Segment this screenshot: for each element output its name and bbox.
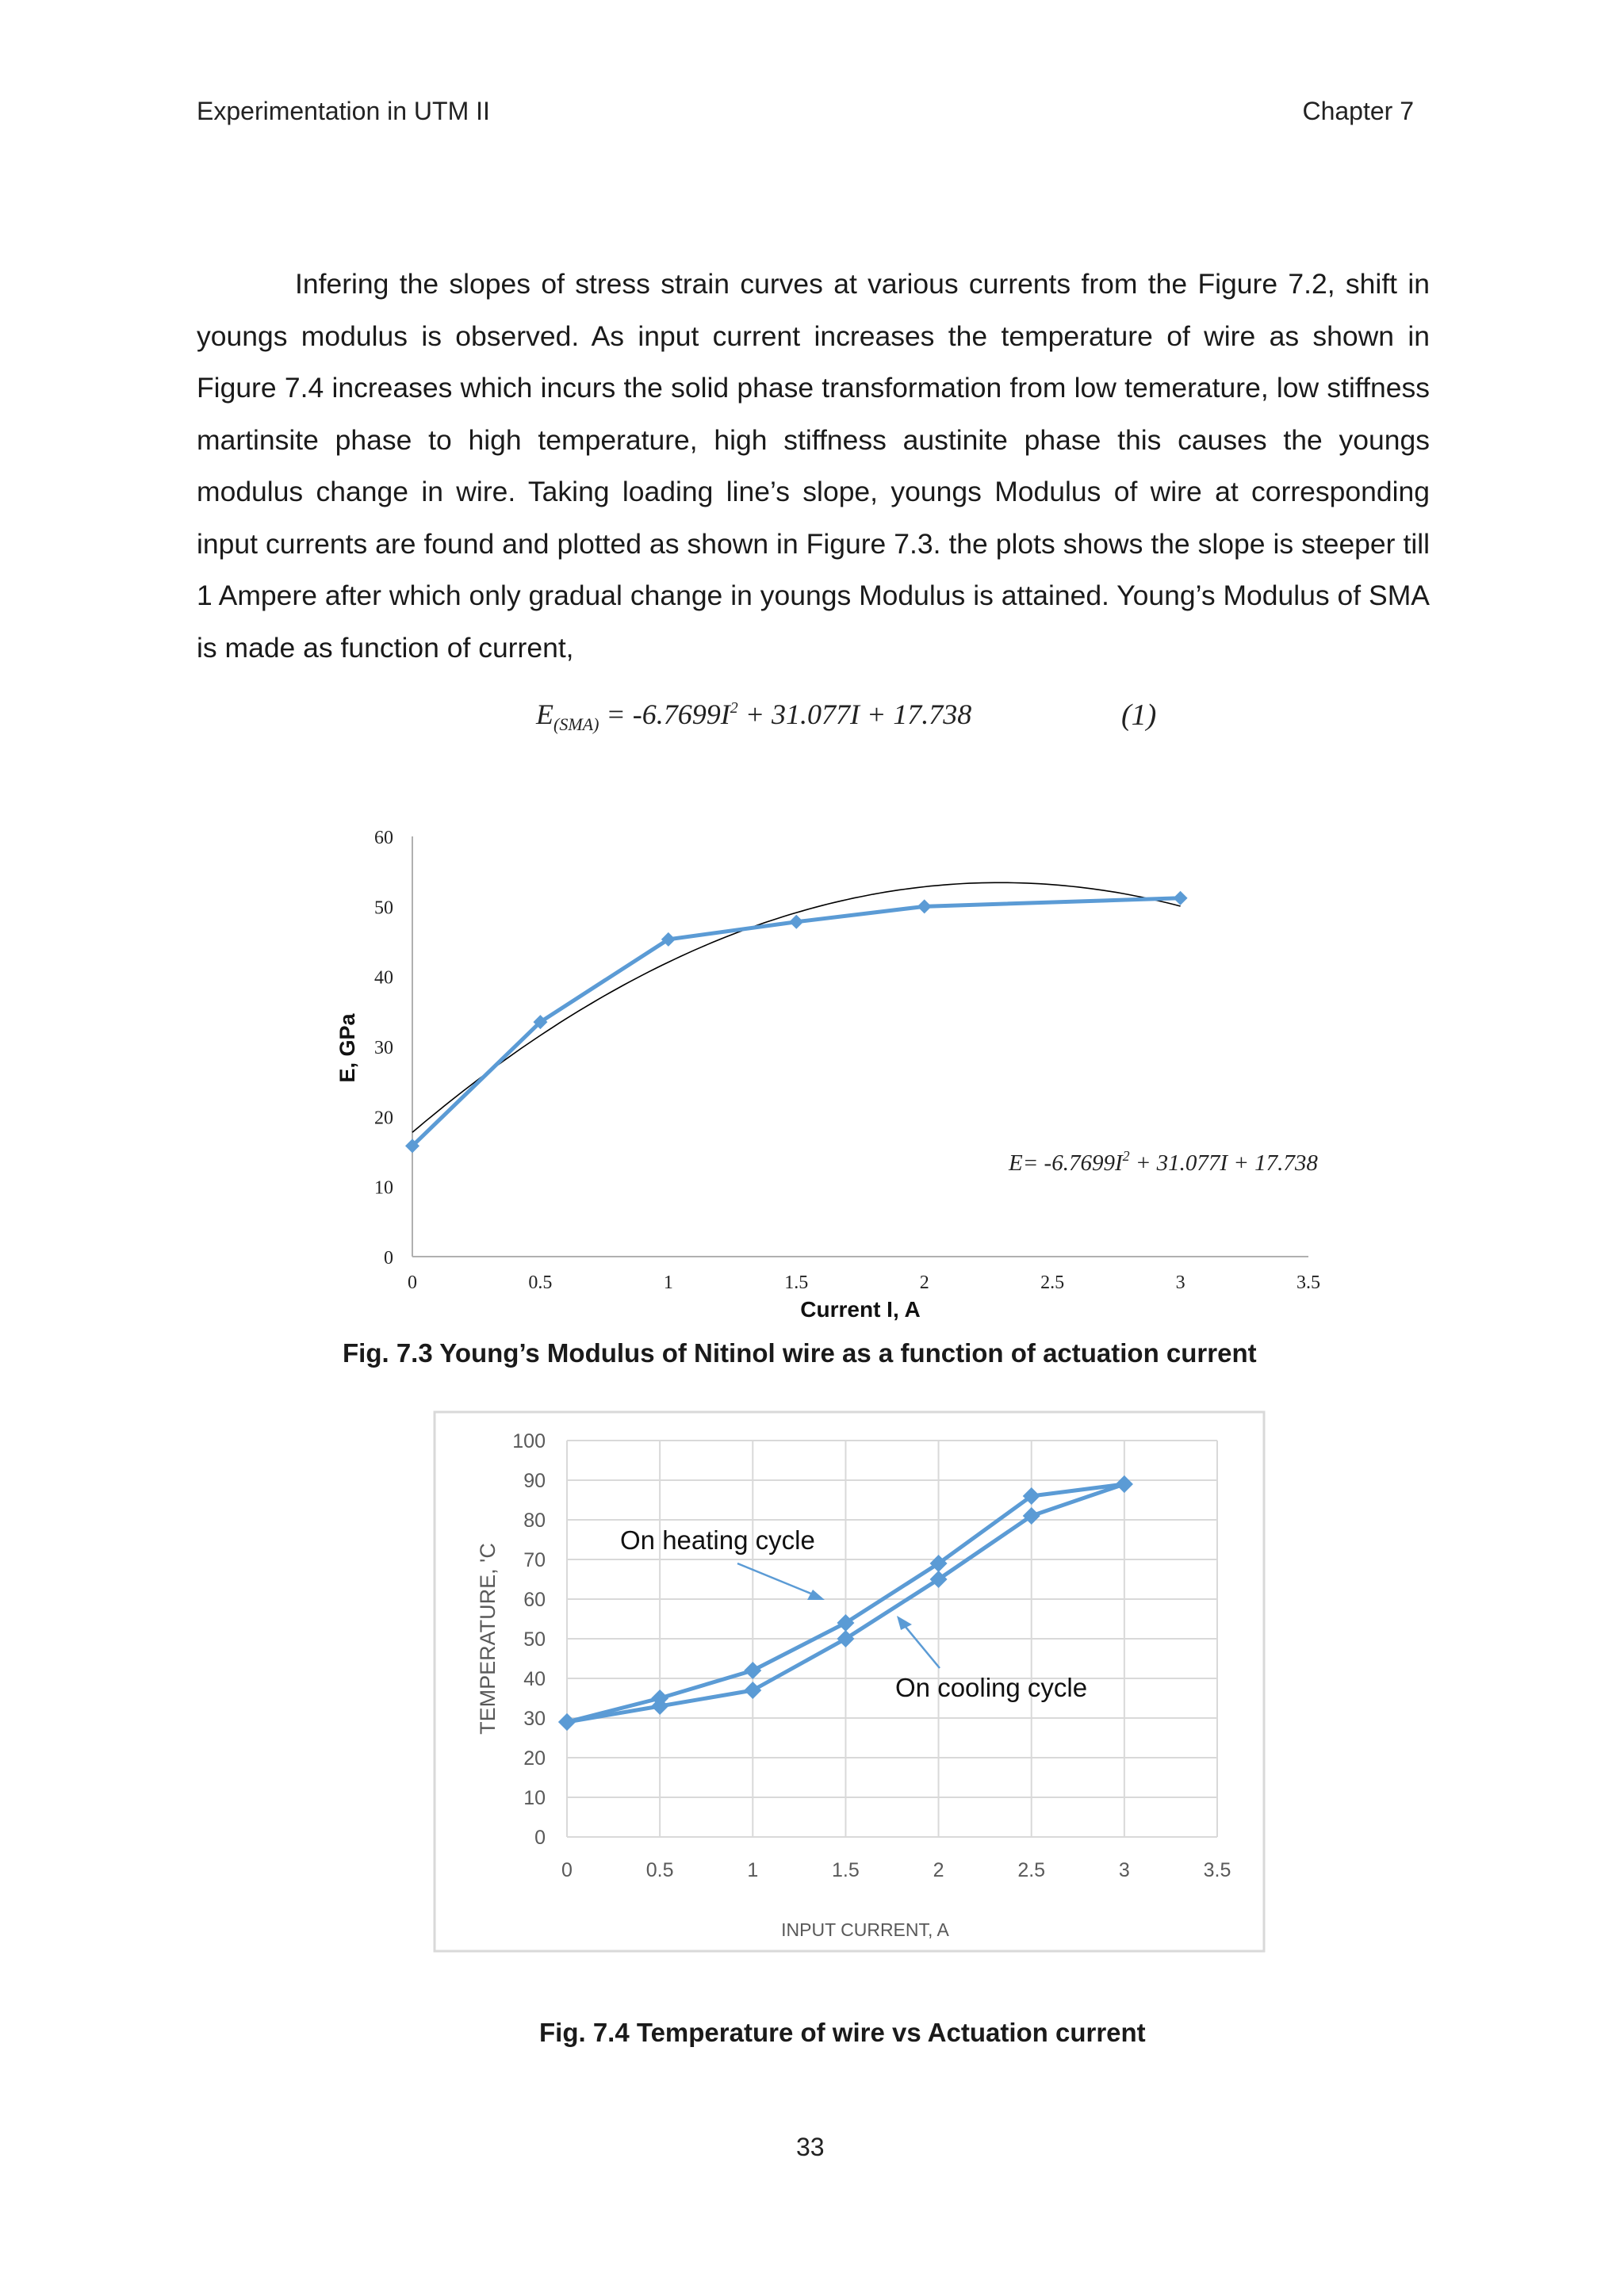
chart1-x-tick-label: 0.5 <box>528 1272 553 1293</box>
chart2-x-axis-label: INPUT CURRENT, A <box>781 1919 949 1940</box>
equation-lhs: E <box>536 698 553 730</box>
chart2-y-tick-label: 20 <box>523 1747 546 1770</box>
equation-rhs-part-b: + 31.077I + 17.738 <box>737 698 972 730</box>
chart1-trend-equation-b: + 31.077I + 17.738 <box>1129 1150 1318 1176</box>
body-paragraph: Infering the slopes of stress strain curves at various currents from the Figure 7.2, shift in youngs modulus is observed. As input current increases the temperature of wire as shown in Figure 7.4 increases which incurs the solid phase transformation from low temerature, low stiffness martinsite phase to high temperature, high stiffness austinite phase this causes the youngs modulus change in wire. Taking loading line’s slope, youngs Modulus of wire at corresponding input currents are found and plotted as shown in Figure 7.3. the plots shows the slope is steeper till 1 Ampere after which only gradual change in youngs Modulus is attained. Young’s Modulus of SMA is made as function of current, <box>197 268 1430 664</box>
page-number: 33 <box>796 2133 825 2161</box>
equation-lhs-subscript: (SMA) <box>553 714 599 734</box>
chart1-y-tick-label: 60 <box>374 828 393 848</box>
running-header-left: Experimentation in UTM II <box>197 97 490 125</box>
chart2-y-tick-label: 10 <box>523 1787 546 1809</box>
chart1-x-tick-label: 0 <box>408 1272 417 1293</box>
chart2-heating-annotation: On heating cycle <box>620 1525 815 1555</box>
chart1-trend-equation-sup: 2 <box>1122 1148 1130 1164</box>
chart2-x-tick-label: 3.5 <box>1203 1859 1231 1881</box>
chart1-x-tick-label: 3 <box>1175 1272 1185 1293</box>
chart2-y-tick-label: 30 <box>523 1708 546 1730</box>
chart1-y-tick-label: 10 <box>374 1177 393 1199</box>
chart2-x-tick-label: 1.5 <box>832 1859 860 1881</box>
chart2-y-tick-label: 60 <box>523 1589 546 1611</box>
chart1-y-axis-label: E, GPa <box>335 1013 359 1083</box>
chart1-trend-equation-a: E= -6.7699I <box>1009 1150 1123 1176</box>
chart1-y-tick-label: 30 <box>374 1038 393 1058</box>
chart2-y-axis-label: TEMPERATURE, 'C <box>476 1543 500 1735</box>
chart1-x-tick-label: 2.5 <box>1040 1272 1065 1293</box>
chart1-x-tick-label: 1.5 <box>784 1272 809 1293</box>
equation-number: (1) <box>1121 698 1157 732</box>
chart2-y-tick-label: 80 <box>523 1510 546 1532</box>
chart1-x-tick-label: 3.5 <box>1297 1272 1320 1293</box>
equation-rhs-part-a: = -6.7699I <box>599 698 730 730</box>
chart2-x-tick-label: 1 <box>747 1859 759 1881</box>
chart1-x-tick-label: 2 <box>919 1272 929 1293</box>
figure-7-3-caption: Fig. 7.3 Young’s Modulus of Nitinol wire as a function of actuation current <box>343 1338 1257 1368</box>
chart2-y-tick-label: 100 <box>512 1430 546 1452</box>
chart1-y-tick-label: 0 <box>384 1248 393 1269</box>
chart2-y-tick-label: 90 <box>523 1470 546 1492</box>
chart2-x-tick-label: 2 <box>933 1859 944 1881</box>
chart1-y-tick-label: 50 <box>374 897 393 919</box>
chart1-x-axis-label: Current I, A <box>800 1297 921 1322</box>
chart2-y-tick-label: 70 <box>523 1549 546 1571</box>
chart1-y-tick-label: 20 <box>374 1108 393 1129</box>
chart2-x-tick-label: 3 <box>1118 1859 1130 1881</box>
chart2-x-tick-label: 2.5 <box>1017 1859 1046 1881</box>
running-header-right: Chapter 7 <box>1302 97 1414 125</box>
chart1-x-tick-label: 1 <box>663 1272 673 1293</box>
chart2-y-tick-label: 50 <box>523 1628 546 1651</box>
figure-7-4-caption: Fig. 7.4 Temperature of wire vs Actuation current <box>539 2018 1146 2047</box>
chart2-x-tick-label: 0 <box>561 1859 573 1881</box>
chart2-x-tick-label: 0.5 <box>645 1859 674 1881</box>
chart1-y-tick-label: 40 <box>374 967 393 989</box>
chart2-y-tick-label: 0 <box>534 1827 546 1849</box>
chart2-y-tick-label: 40 <box>523 1668 546 1690</box>
equation-rhs-superscript: 2 <box>730 699 738 717</box>
chart2-cooling-annotation: On cooling cycle <box>895 1673 1088 1702</box>
